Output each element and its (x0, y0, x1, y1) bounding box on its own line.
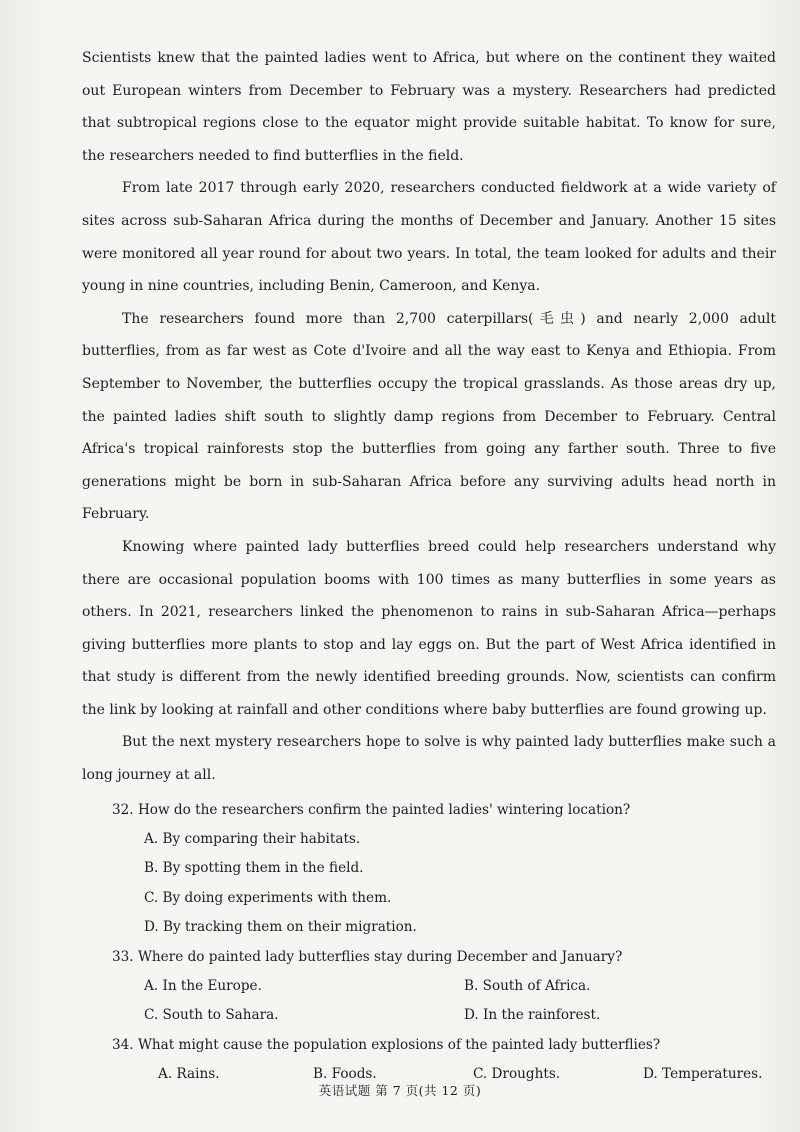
page-footer: 英语试题 第 7 页(共 12 页) (318, 1083, 482, 1098)
question-list (82, 796, 776, 1090)
question-32 (82, 796, 776, 943)
option-list (82, 825, 776, 943)
option-b: B. South of Africa. (464, 977, 591, 994)
passage-paragraph-1: Scientists knew that the painted ladies went to Africa, but where on the continent they waited out European winters from December to February was a mystery. Researchers had predicted that subtropical regions close to the equator might provide suitable habitat. To know for sure, the researchers needed to find butterflies in the field. (82, 50, 776, 164)
option-a: A. Rains. (158, 1065, 220, 1082)
option-d: D. By tracking them on their migration. (144, 919, 417, 936)
option-a: A. By comparing their habitats. (144, 830, 361, 847)
passage-paragraph-2: From late 2017 through early 2020, researchers conducted fieldwork at a wide variety of sites across sub-Saharan Africa during the months of December and January. Another 15 sites were monitored all year round for about two years. In total, the team looked for adults and their young in nine countries, including Benin, Cameroon, and Kenya. (82, 180, 776, 295)
passage-paragraph-3: The researchers found more than 2,700 caterpillars(毛虫) and nearly 2,000 adult butterflies, from as far west as Cote d'Ivoire and all the way east to Kenya and Ethiopia. From September to November, the butterflies occupy the tropical grasslands. As those areas dry up, the painted ladies shift south to slightly damp regions from December to February. Central Africa's tropical rainforests stop the butterflies from going any farther south. Three to five generations might be born in sub-Saharan Africa before any surviving adults head north in February. (82, 310, 776, 523)
option-d: D. In the rainforest. (464, 1007, 601, 1024)
option-c: C. Droughts. (473, 1065, 561, 1082)
question-stem: 33. Where do painted lady butterflies stay during December and January? (112, 948, 623, 965)
option-c: C. By doing experiments with them. (144, 889, 392, 906)
passage-paragraph-4: Knowing where painted lady butterflies breed could help researchers understand why there are occasional population booms with 100 times as many butterflies in some years as others. In 2021, researchers linked the phenomenon to rains in sub-Saharan Africa—perhaps giving butterflies more plants to stop and lay eggs on. But the part of West Africa identified in that study is different from the newly identified breeding grounds. Now, scientists can confirm the link by looking at rainfall and other conditions where baby butterflies are found growing up. (82, 538, 776, 718)
question-stem: 34. What might cause the population explosions of the painted lady butterflies? (112, 1036, 661, 1053)
question-stem: 32. How do the researchers confirm the painted ladies' wintering location? (112, 801, 631, 818)
option-c: C. South to Sahara. (144, 1007, 279, 1024)
option-d: D. Temperatures. (643, 1065, 763, 1082)
option-b: B. Foods. (313, 1065, 377, 1082)
option-b: B. By spotting them in the field. (144, 860, 364, 877)
question-33 (82, 943, 776, 1031)
passage-paragraph-5: But the next mystery researchers hope to solve is why painted lady butterflies make such a long journey at all. (82, 734, 776, 784)
option-list (82, 972, 776, 1031)
option-a: A. In the Europe. (144, 977, 262, 994)
